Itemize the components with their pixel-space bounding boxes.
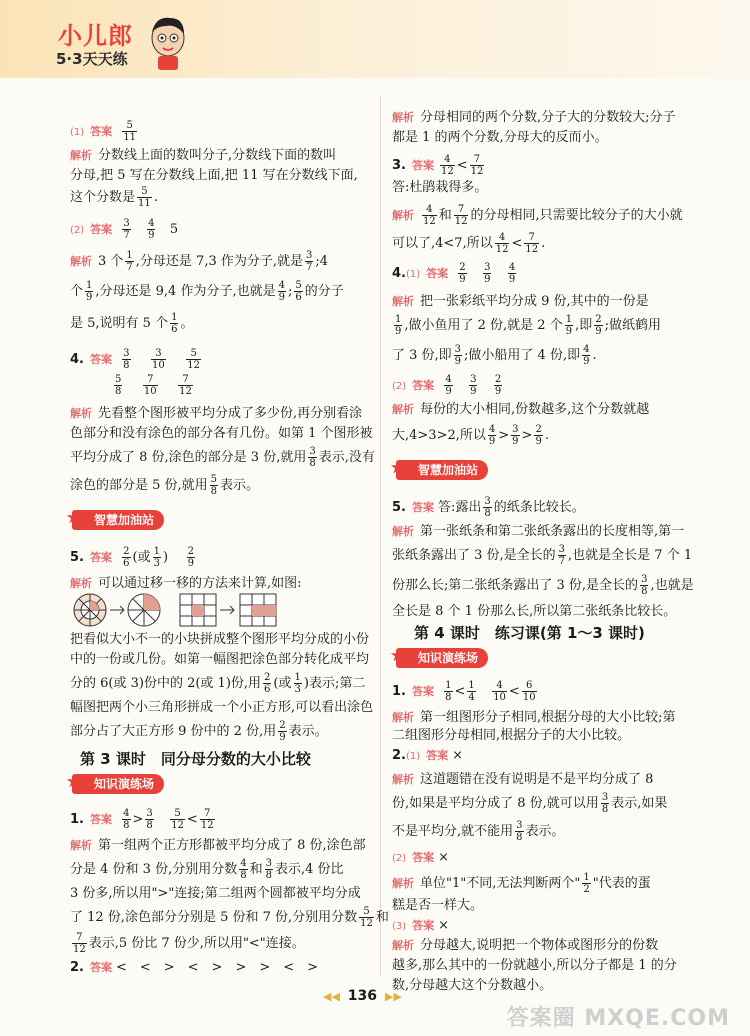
section-bar-practice-right: ★ 知识演练场 xyxy=(396,648,488,668)
question-2-answer: 2.(1) 答案 × xyxy=(392,748,464,763)
text-line: 都是 1 的两个分数,分母大的反而小。 xyxy=(392,130,608,145)
text-line: $\frac{7}{12}$ 表示,5 份比 7 份少,所以用"<"连接。 xyxy=(73,932,305,955)
analysis-line: 解析 第一组两个正方形都被平均分成了 8 份,涂色部 xyxy=(70,838,366,853)
analysis-line: 解析 单位"1"不同,无法判断两个" $\frac{1}{2}$ "代表的蛋 xyxy=(392,872,651,895)
question-1-answer: 1. 答案 $\frac{1}{8}$ < $\frac{1}{4}$ $\frac{4}{10}$ < $\frac{6}{10}$ xyxy=(392,680,536,703)
text-line: 平均分成了 8 份,涂色的部分是 3 份,就用 $\frac{3}{8}$ 表示,没有 xyxy=(70,446,375,469)
text-line: 全长是 8 个 1 份那么长,所以第二张纸条比较长。 xyxy=(392,604,677,619)
text-line: 部分占了大正方形 9 份中的 2 份,用 $\frac{2}{9}$ 表示。 xyxy=(70,720,328,743)
text-line: 张纸条露出了 3 份,是全长的 $\frac{3}{7}$ ,也就是全长是 7 个 1 xyxy=(392,544,693,567)
text-line: 幅图把两个小三角形拼成一个小正方形,可以看出涂色 xyxy=(70,700,374,715)
brand-title: 小儿郎 xyxy=(58,22,133,50)
question-5-answer: 5. 答案 答:露出 $\frac{3}{8}$ 的纸条比较长。 xyxy=(392,496,585,519)
question-2-answer: 2. 答案 < < > < > > > < > xyxy=(70,960,319,975)
question-5-answer: 5. 答案 $\frac{2}{6}$ (或 $\frac{1}{3}$ ) $\frac{2}{9}$ xyxy=(70,546,194,569)
text-line: $\frac{1}{9}$ ,做小鱼用了 2 份,就是 2 个 $\frac{1}{9}$ ,即 $\frac{2}{9}$ ;做纸鹤用 xyxy=(395,314,661,337)
circle-figure-2 xyxy=(128,594,160,626)
analysis-line: 解析 第一组图形分子相同,根据分母的大小比较;第 xyxy=(392,710,676,725)
text-line: 二组图形分母相同,根据分子的大小比较。 xyxy=(392,728,631,743)
question-3-answer: 3. 答案 $\frac{4}{12}$ < $\frac{7}{12}$ xyxy=(392,154,484,177)
text-line: 答:杜鹃栽得多。 xyxy=(392,180,488,195)
next-arrows-icon: ▶▶ xyxy=(384,990,402,1003)
text-line: 了 12 份,涂色部分分别是 5 份和 7 份,分别用分数 $\frac{5}{12}$ 和 xyxy=(70,906,389,929)
analysis-line: 解析 这道题错在没有说明是不是平均分成了 8 xyxy=(392,772,654,787)
watermark: 答案圈 MXQE.COM xyxy=(506,1006,730,1031)
answer-line: (2) 答案 $\frac{3}{7}$ $\frac{4}{9}$ 5 xyxy=(70,218,179,241)
text-line: 这个分数是 $\frac{5}{11}$ . xyxy=(70,186,158,209)
lesson-4-title: 第 4 课时 练习课(第 1～3 课时) xyxy=(414,624,645,642)
text-line: 份那么长;第二张纸条露出了 3 份,是全长的 $\frac{3}{8}$ ,也就是 xyxy=(392,574,694,597)
analysis-line: 解析 3 个 $\frac{1}{7}$ ,分母还是 7,3 作为分子,就是 $\frac{3}{7}$ ;4 xyxy=(70,250,329,273)
analysis-line: 解析 第一张纸条和第二张纸条露出的长度相等,第一 xyxy=(392,524,685,539)
analysis-line: 解析 每份的大小相同,份数越多,这个分数就越 xyxy=(392,402,650,417)
square-figure-1 xyxy=(180,594,216,626)
analysis-line: 解析 把一张彩纸平均分成 9 份,其中的一份是 xyxy=(392,294,649,309)
text-line: 分是 4 份和 3 份,分别用分数 $\frac{4}{8}$ 和 $\frac{3}{8}$ 表示,4 份比 xyxy=(70,858,344,881)
analysis-line: 解析 先看整个图形被平均分成了多少份,再分别看涂 xyxy=(70,406,363,421)
mascot-icon xyxy=(146,14,190,72)
analysis-line: 解析 可以通过移一移的方法来计算,如图: xyxy=(70,576,302,591)
page-number: ◀◀ 136 ▶▶ xyxy=(323,988,402,1004)
text-line: 分的 6(或 3)份中的 2(或 1)份,用 $\frac{2}{6}$ (或 $\frac{1}{3}$ )表示;第二 xyxy=(70,672,366,695)
analysis-line: 解析 分母越大,说明把一个物体或图形分的份数 xyxy=(392,938,659,953)
text-line: 可以了,4<7,所以 $\frac{4}{12}$ < $\frac{7}{12}$ . xyxy=(392,232,546,255)
text-line: 糕是否一样大。 xyxy=(392,898,484,913)
text-line: 越多,那么其中的一份就越小,所以分子都是 1 的分 xyxy=(392,958,677,973)
section-bar-practice: ★ 知识演练场 xyxy=(72,774,164,794)
text-line: 份,如果是平均分成了 8 份,就可以用 $\frac{3}{8}$ 表示,如果 xyxy=(392,792,668,815)
analysis-line: 解析 $\frac{4}{12}$ 和 $\frac{7}{12}$ 的分母相同,只需要比较分子的大小就 xyxy=(392,204,683,227)
circle-figure-1 xyxy=(74,594,106,626)
text-line: 分母,把 5 写在分数线上面,把 11 写在分数线下面, xyxy=(70,168,358,183)
section-bar-challenge-right: ★ 智慧加油站 xyxy=(396,460,488,480)
text-line: 涂色的部分是 5 份,就用 $\frac{5}{8}$ 表示。 xyxy=(70,474,260,497)
text-line: 中的一份或几份。如第一幅图把涂色部分转化成平均 xyxy=(70,652,370,667)
text-line: 了 3 份,即 $\frac{3}{9}$ ;做小船用了 4 份,即 $\frac{4}{9}$ . xyxy=(392,344,597,367)
text-line: 色部分和没有涂色的部分各有几份。如第 1 个图形被 xyxy=(70,426,373,441)
analysis-line: 解析 分数线上面的数叫分子,分数线下面的数叫 xyxy=(70,148,337,163)
answer-line: (2) 答案 $\frac{4}{9}$ $\frac{3}{9}$ $\frac{2}{9}$ xyxy=(392,374,502,397)
question-4-answer-row2: $\frac{5}{8}$ $\frac{7}{10}$ $\frac{7}{12}$ xyxy=(115,374,192,397)
analysis-line: 解析 分母相同的两个分数,分子大的分数较大;分子 xyxy=(392,110,676,125)
text-line: 数,分母越大这个分数越小。 xyxy=(392,978,553,993)
text-line: 3 份多,所以用">"连接;第二组两个圆都被平均分成 xyxy=(70,886,361,901)
brand-series: 5·3天天练 xyxy=(56,50,128,68)
prev-arrows-icon: ◀◀ xyxy=(323,990,340,1003)
question-4-answer: 4. 答案 $\frac{3}{8}$ $\frac{3}{10}$ $\frac{5}{12}$ xyxy=(70,348,201,371)
answer-line: (3) 答案 × xyxy=(392,918,450,933)
text-line: 是 5,说明有 5 个 $\frac{1}{6}$ 。 xyxy=(70,312,194,335)
answer-line: (1) 答案 $\frac{5}{11}$ xyxy=(70,120,137,143)
text-line: 把看似大小不一的小块拼成整个图形平均分成的小份 xyxy=(70,632,370,647)
text-line: 不是平均分,就不能用 $\frac{3}{8}$ 表示。 xyxy=(392,820,565,843)
brand-logo xyxy=(52,14,182,78)
column-divider xyxy=(380,96,381,976)
lesson-3-title: 第 3 课时 同分母分数的大小比较 xyxy=(80,750,311,768)
question-4-answer: 4.(1) 答案 $\frac{2}{9}$ $\frac{3}{9}$ $\frac{4}{9}$ xyxy=(392,262,516,285)
question-1-answer: 1. 答案 $\frac{4}{8}$ > $\frac{3}{8}$ $\frac{5}{12}$ < $\frac{7}{12}$ xyxy=(70,808,214,831)
move-diagram xyxy=(70,592,360,628)
square-figure-2 xyxy=(240,594,276,626)
answer-line: (2) 答案 × xyxy=(392,850,450,865)
text-line: 大,4>3>2,所以 $\frac{4}{9}$ > $\frac{3}{9}$ > $\frac{2}{9}$ . xyxy=(392,424,549,447)
text-line: 个 $\frac{1}{9}$ ,分母还是 9,4 作为分子,也就是 $\frac{4}{9}$ ; $\frac{5}{6}$ 的分子 xyxy=(70,280,344,303)
section-bar-challenge: ★ 智慧加油站 xyxy=(72,510,164,530)
fraction: $\frac{5}{11}$ xyxy=(123,120,137,143)
